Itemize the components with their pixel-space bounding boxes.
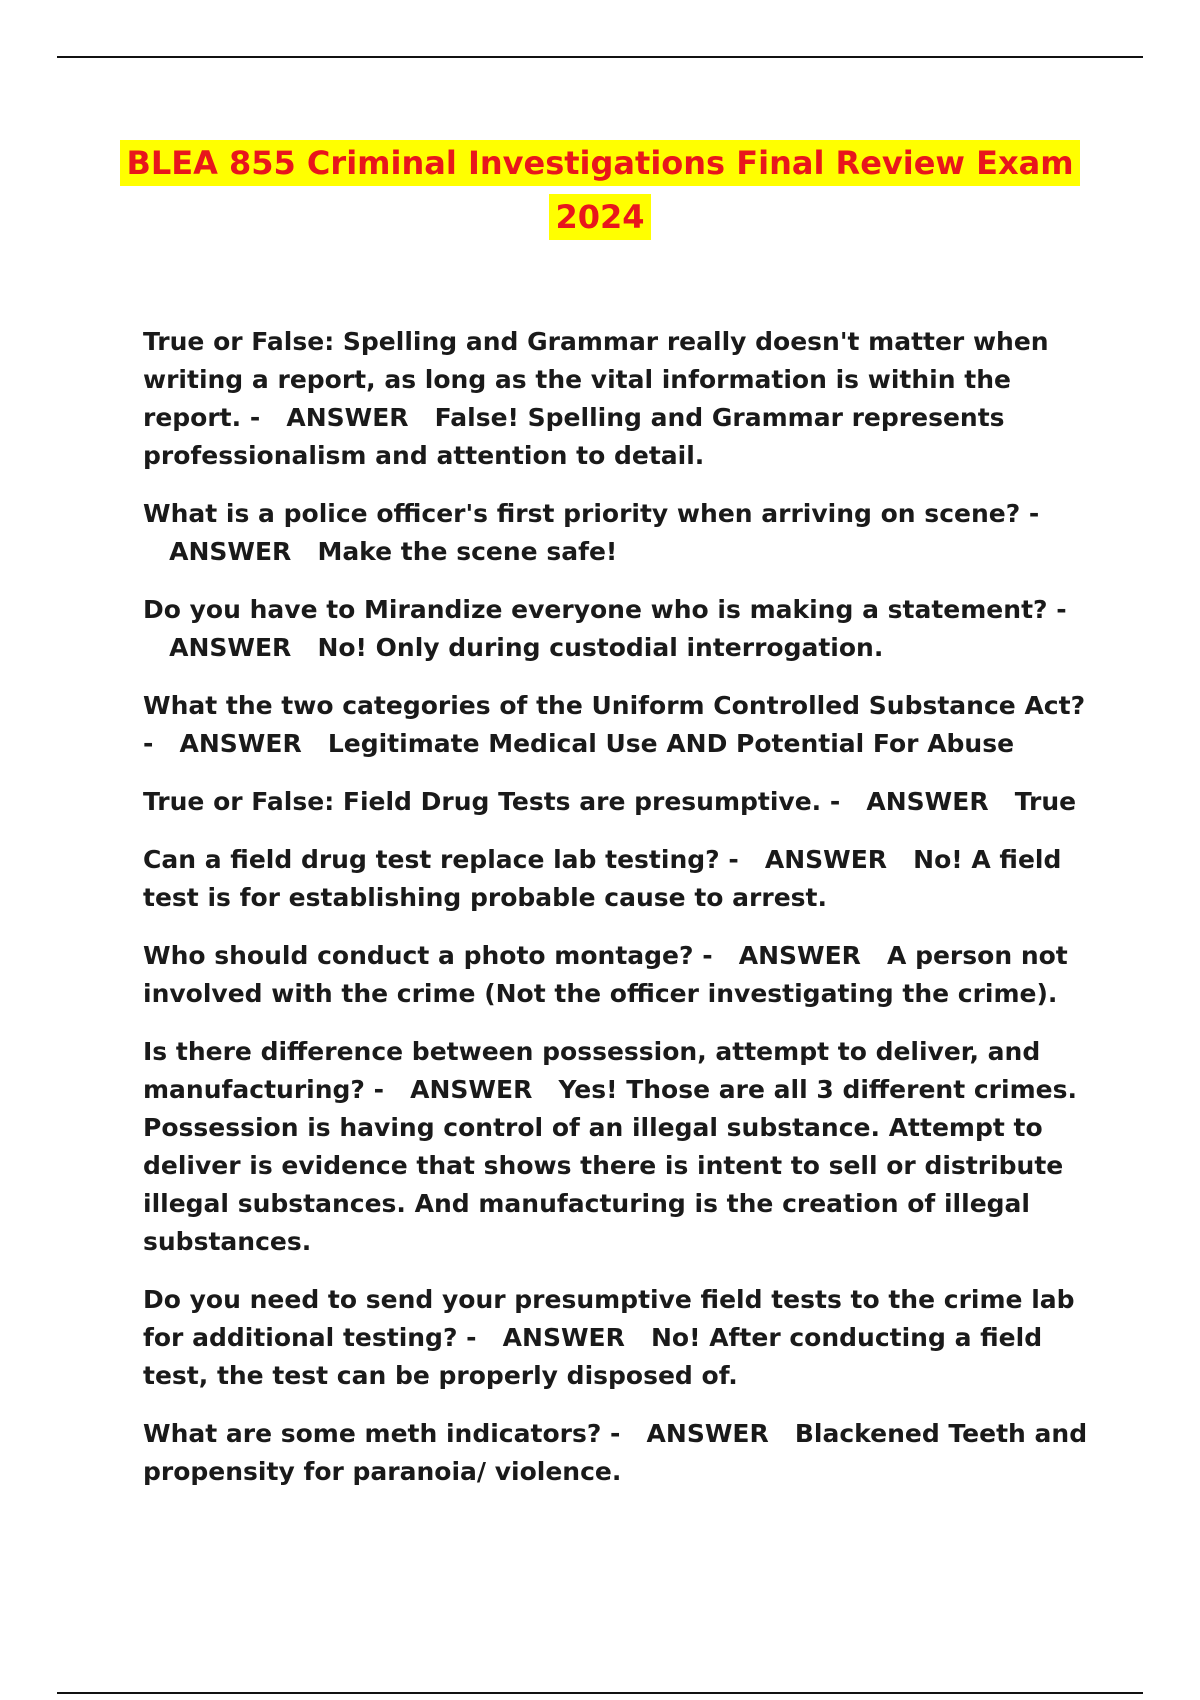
answer-label: ANSWER: [646, 1419, 769, 1448]
qa-list: [143, 323, 1093, 1511]
question-text: True or False: Spelling and Grammar really doesn't matter when writing a report, as long as the vital information is within the report. -: [143, 327, 1049, 432]
answer-text: Yes! Those are all 3 different crimes. Possession is having control of an illegal substance. Attempt to deliver is evidence that shows there is intent to sell or distribute illegal substances. And manufacturing is the creation of illegal substances.: [143, 1075, 1077, 1256]
question-text: Who should conduct a photo montage? -: [143, 941, 713, 970]
qa-item: [143, 591, 1093, 667]
qa-item: [143, 1281, 1093, 1395]
answer-text: Legitimate Medical Use AND Potential For Abuse: [327, 729, 1015, 758]
question-text: Do you need to send your presumptive field tests to the crime lab for additional testing? -: [143, 1285, 1075, 1352]
bottom-divider: [57, 1692, 1143, 1694]
qa-item: [143, 495, 1093, 571]
qa-item: [143, 1415, 1093, 1491]
qa-item: [143, 323, 1093, 475]
title-line-1: BLEA 855 Criminal Investigations Final Review Exam: [120, 140, 1079, 186]
answer-label: ANSWER: [502, 1323, 625, 1352]
question-text: Do you have to Mirandize everyone who is making a statement? -: [143, 595, 1067, 624]
answer-text: Make the scene safe!: [317, 537, 618, 566]
answer-text: False! Spelling and Grammar represents professionalism and attention to detail.: [143, 403, 1005, 470]
answer-label: ANSWER: [179, 729, 302, 758]
answer-text: No! After conducting a field test, the test can be properly disposed of.: [143, 1323, 1043, 1390]
qa-item: [143, 841, 1093, 917]
question-text: What the two categories of the Uniform Controlled Substance Act? -: [143, 691, 1086, 758]
question-text: Is there difference between possession, attempt to deliver, and manufacturing? -: [143, 1037, 1041, 1104]
answer-label: ANSWER: [286, 403, 409, 432]
qa-item: [143, 687, 1093, 763]
qa-item: [143, 937, 1093, 1013]
answer-label: ANSWER: [866, 787, 989, 816]
answer-text: No! A field test is for establishing probable cause to arrest.: [143, 845, 1062, 912]
question-text: What are some meth indicators? -: [143, 1419, 621, 1448]
answer-label: ANSWER: [169, 537, 292, 566]
answer-label: ANSWER: [764, 845, 888, 874]
page-title: [0, 140, 1200, 248]
top-divider: [57, 56, 1143, 58]
qa-item: [143, 783, 1093, 821]
answer-text: Blackened Teeth and propensity for paranoia/ violence.: [143, 1419, 1088, 1486]
question-text: Can a field drug test replace lab testing? -: [143, 845, 739, 874]
question-text: What is a police officer's first priority when arriving on scene? -: [143, 499, 1040, 528]
answer-label: ANSWER: [169, 633, 292, 662]
qa-item: [143, 1033, 1093, 1261]
answer-text: True: [1014, 787, 1077, 816]
answer-text: A person not involved with the crime (Not the officer investigating the crime).: [143, 941, 1068, 1008]
question-text: True or False: Field Drug Tests are presumptive. -: [143, 787, 841, 816]
answer-label: ANSWER: [410, 1075, 533, 1104]
title-line-2: 2024: [549, 194, 650, 240]
answer-label: ANSWER: [738, 941, 861, 970]
answer-text: No! Only during custodial interrogation.: [317, 633, 884, 662]
